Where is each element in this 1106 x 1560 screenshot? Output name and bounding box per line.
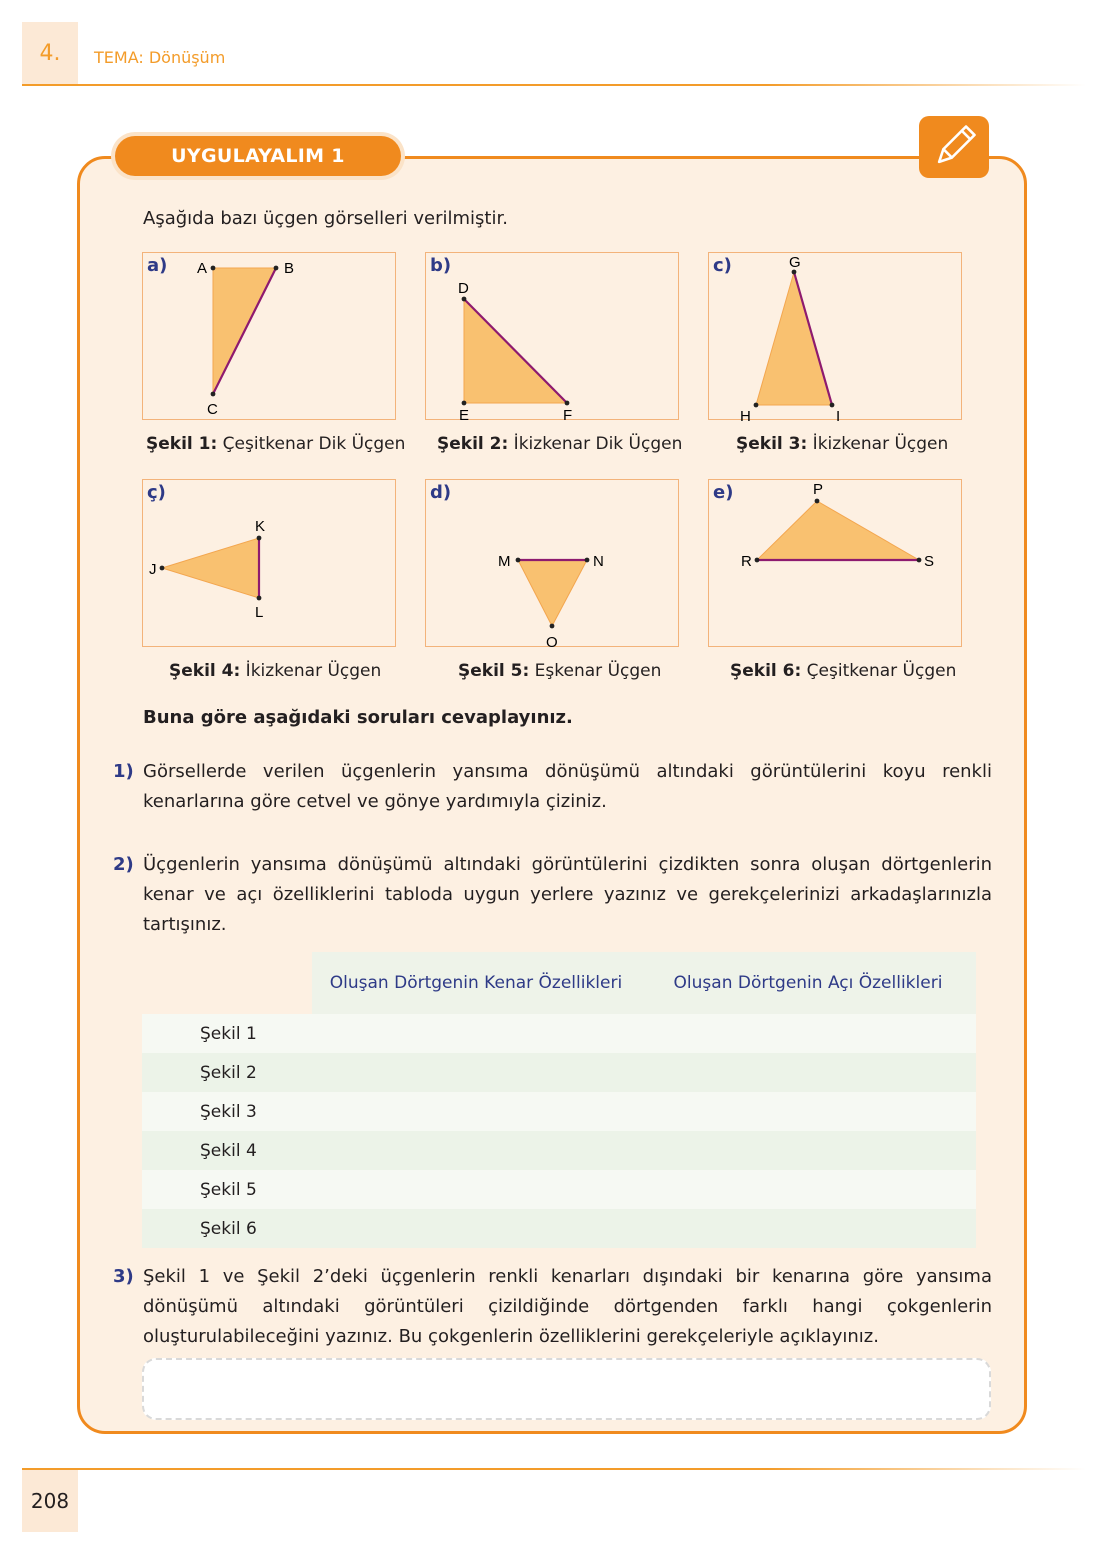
figure-b	[425, 252, 679, 420]
table-header-sides: Oluşan Dörtgenin Kenar Özellikleri	[312, 952, 640, 1014]
footer-divider	[22, 1468, 1086, 1470]
vertex-label: H	[740, 408, 751, 421]
vertex-label: I	[836, 408, 841, 421]
figure-a	[142, 252, 396, 420]
triangle-e	[709, 480, 963, 648]
figure-caption: Şekil 2: İkizkenar Dik Üçgen	[437, 434, 683, 454]
figure-letter: a)	[147, 255, 168, 276]
triangle-cedilla	[143, 480, 397, 648]
vertex-label: N	[593, 553, 604, 570]
figure-caption: Şekil 1: Çeşitkenar Dik Üçgen	[146, 434, 406, 454]
row-label: Şekil 2	[142, 1053, 312, 1092]
sides-cell[interactable]	[312, 1092, 640, 1131]
angles-cell[interactable]	[640, 1053, 976, 1092]
sides-cell[interactable]	[312, 1170, 640, 1209]
answer-box[interactable]	[142, 1358, 991, 1420]
triangle-a	[143, 253, 397, 421]
angles-cell[interactable]	[640, 1014, 976, 1053]
vertex-label: B	[284, 260, 295, 277]
activity-title: UYGULAYALIM 1	[115, 136, 401, 176]
table-corner	[142, 952, 312, 1014]
vertex-label: M	[498, 553, 511, 570]
vertex-label: K	[255, 518, 266, 535]
figure-caption: Şekil 6: Çeşitkenar Üçgen	[730, 661, 957, 681]
question-number: 3)	[113, 1266, 134, 1287]
row-label: Şekil 4	[142, 1131, 312, 1170]
vertex-label: J	[149, 561, 157, 578]
table-row	[142, 1170, 976, 1209]
figure-letter: c)	[713, 255, 732, 276]
figure-e	[708, 479, 962, 647]
question-text: Görsellerde verilen üçgenlerin yansıma dönüşümü altındaki görüntülerini koyu renkli kenarlarına göre cetvel ve gönye yardımıyla çiziniz.	[143, 761, 992, 812]
vertex-label: E	[459, 407, 470, 421]
sides-cell[interactable]	[312, 1014, 640, 1053]
row-label: Şekil 5	[142, 1170, 312, 1209]
pencil-icon	[919, 116, 989, 178]
question-number: 1)	[113, 761, 134, 782]
question-text: Şekil 1 ve Şekil 2’deki üçgenlerin renkli kenarları dışındaki bir kenarına göre yansıma dönüşümü altındaki görüntüleri çizildiğinde dörtgenden farklı hangi çokgenlerin oluşturulabileceğini yazınız. Bu çokgenlerin özelliklerini gerekçeleriyle açıklayınız.	[143, 1266, 992, 1347]
page-number: 208	[22, 1470, 78, 1532]
figure-c	[708, 252, 962, 420]
vertex-label: L	[255, 604, 264, 621]
vertex-label: O	[546, 634, 558, 648]
figure-caption: Şekil 4: İkizkenar Üçgen	[169, 661, 382, 681]
chapter-number: 4.	[22, 22, 78, 84]
angles-cell[interactable]	[640, 1170, 976, 1209]
instruction-text: Buna göre aşağıdaki soruları cevaplayınız.	[143, 707, 573, 728]
table-row	[142, 1209, 976, 1248]
table-row	[142, 1131, 976, 1170]
table-row	[142, 1092, 976, 1131]
row-label: Şekil 6	[142, 1209, 312, 1248]
table-row	[142, 1053, 976, 1092]
row-label: Şekil 1	[142, 1014, 312, 1053]
triangle-c	[709, 253, 963, 421]
figure-d	[425, 479, 679, 647]
question-number: 2)	[113, 854, 134, 875]
question-text: Üçgenlerin yansıma dönüşümü altındaki görüntülerini çizdikten sonra oluşan dörtgenlerin kenar ve açı özelliklerini tabloda uygun yerlere yazınız ve gerekçelerinizi arkadaşlarınızla tartışınız.	[143, 854, 992, 935]
triangle-d	[426, 480, 680, 648]
vertex-label: P	[813, 481, 824, 498]
angles-cell[interactable]	[640, 1209, 976, 1248]
sides-cell[interactable]	[312, 1209, 640, 1248]
figure-letter: e)	[713, 482, 734, 503]
vertex-label: A	[197, 260, 208, 277]
figure-caption: Şekil 3: İkizkenar Üçgen	[736, 434, 949, 454]
vertex-label: F	[563, 407, 573, 421]
table-row	[142, 1014, 976, 1053]
row-label: Şekil 3	[142, 1092, 312, 1131]
figure-letter: d)	[430, 482, 452, 503]
vertex-label: D	[458, 280, 469, 297]
figure-cedilla	[142, 479, 396, 647]
vertex-label: S	[924, 553, 935, 570]
theme-title: TEMA: Dönüşüm	[94, 48, 226, 67]
triangle-b	[426, 253, 680, 421]
figure-letter: ç)	[147, 482, 166, 503]
figure-caption: Şekil 5: Eşkenar Üçgen	[458, 661, 662, 681]
intro-text: Aşağıda bazı üçgen görselleri verilmiştir.	[143, 208, 508, 229]
figure-letter: b)	[430, 255, 452, 276]
properties-table	[142, 952, 976, 1248]
angles-cell[interactable]	[640, 1092, 976, 1131]
sides-cell[interactable]	[312, 1053, 640, 1092]
vertex-label: C	[207, 401, 218, 418]
vertex-label: R	[741, 553, 752, 570]
vertex-label: G	[789, 254, 801, 271]
table-header-angles: Oluşan Dörtgenin Açı Özellikleri	[640, 952, 976, 1014]
angles-cell[interactable]	[640, 1131, 976, 1170]
sides-cell[interactable]	[312, 1131, 640, 1170]
header-divider	[22, 84, 1086, 86]
